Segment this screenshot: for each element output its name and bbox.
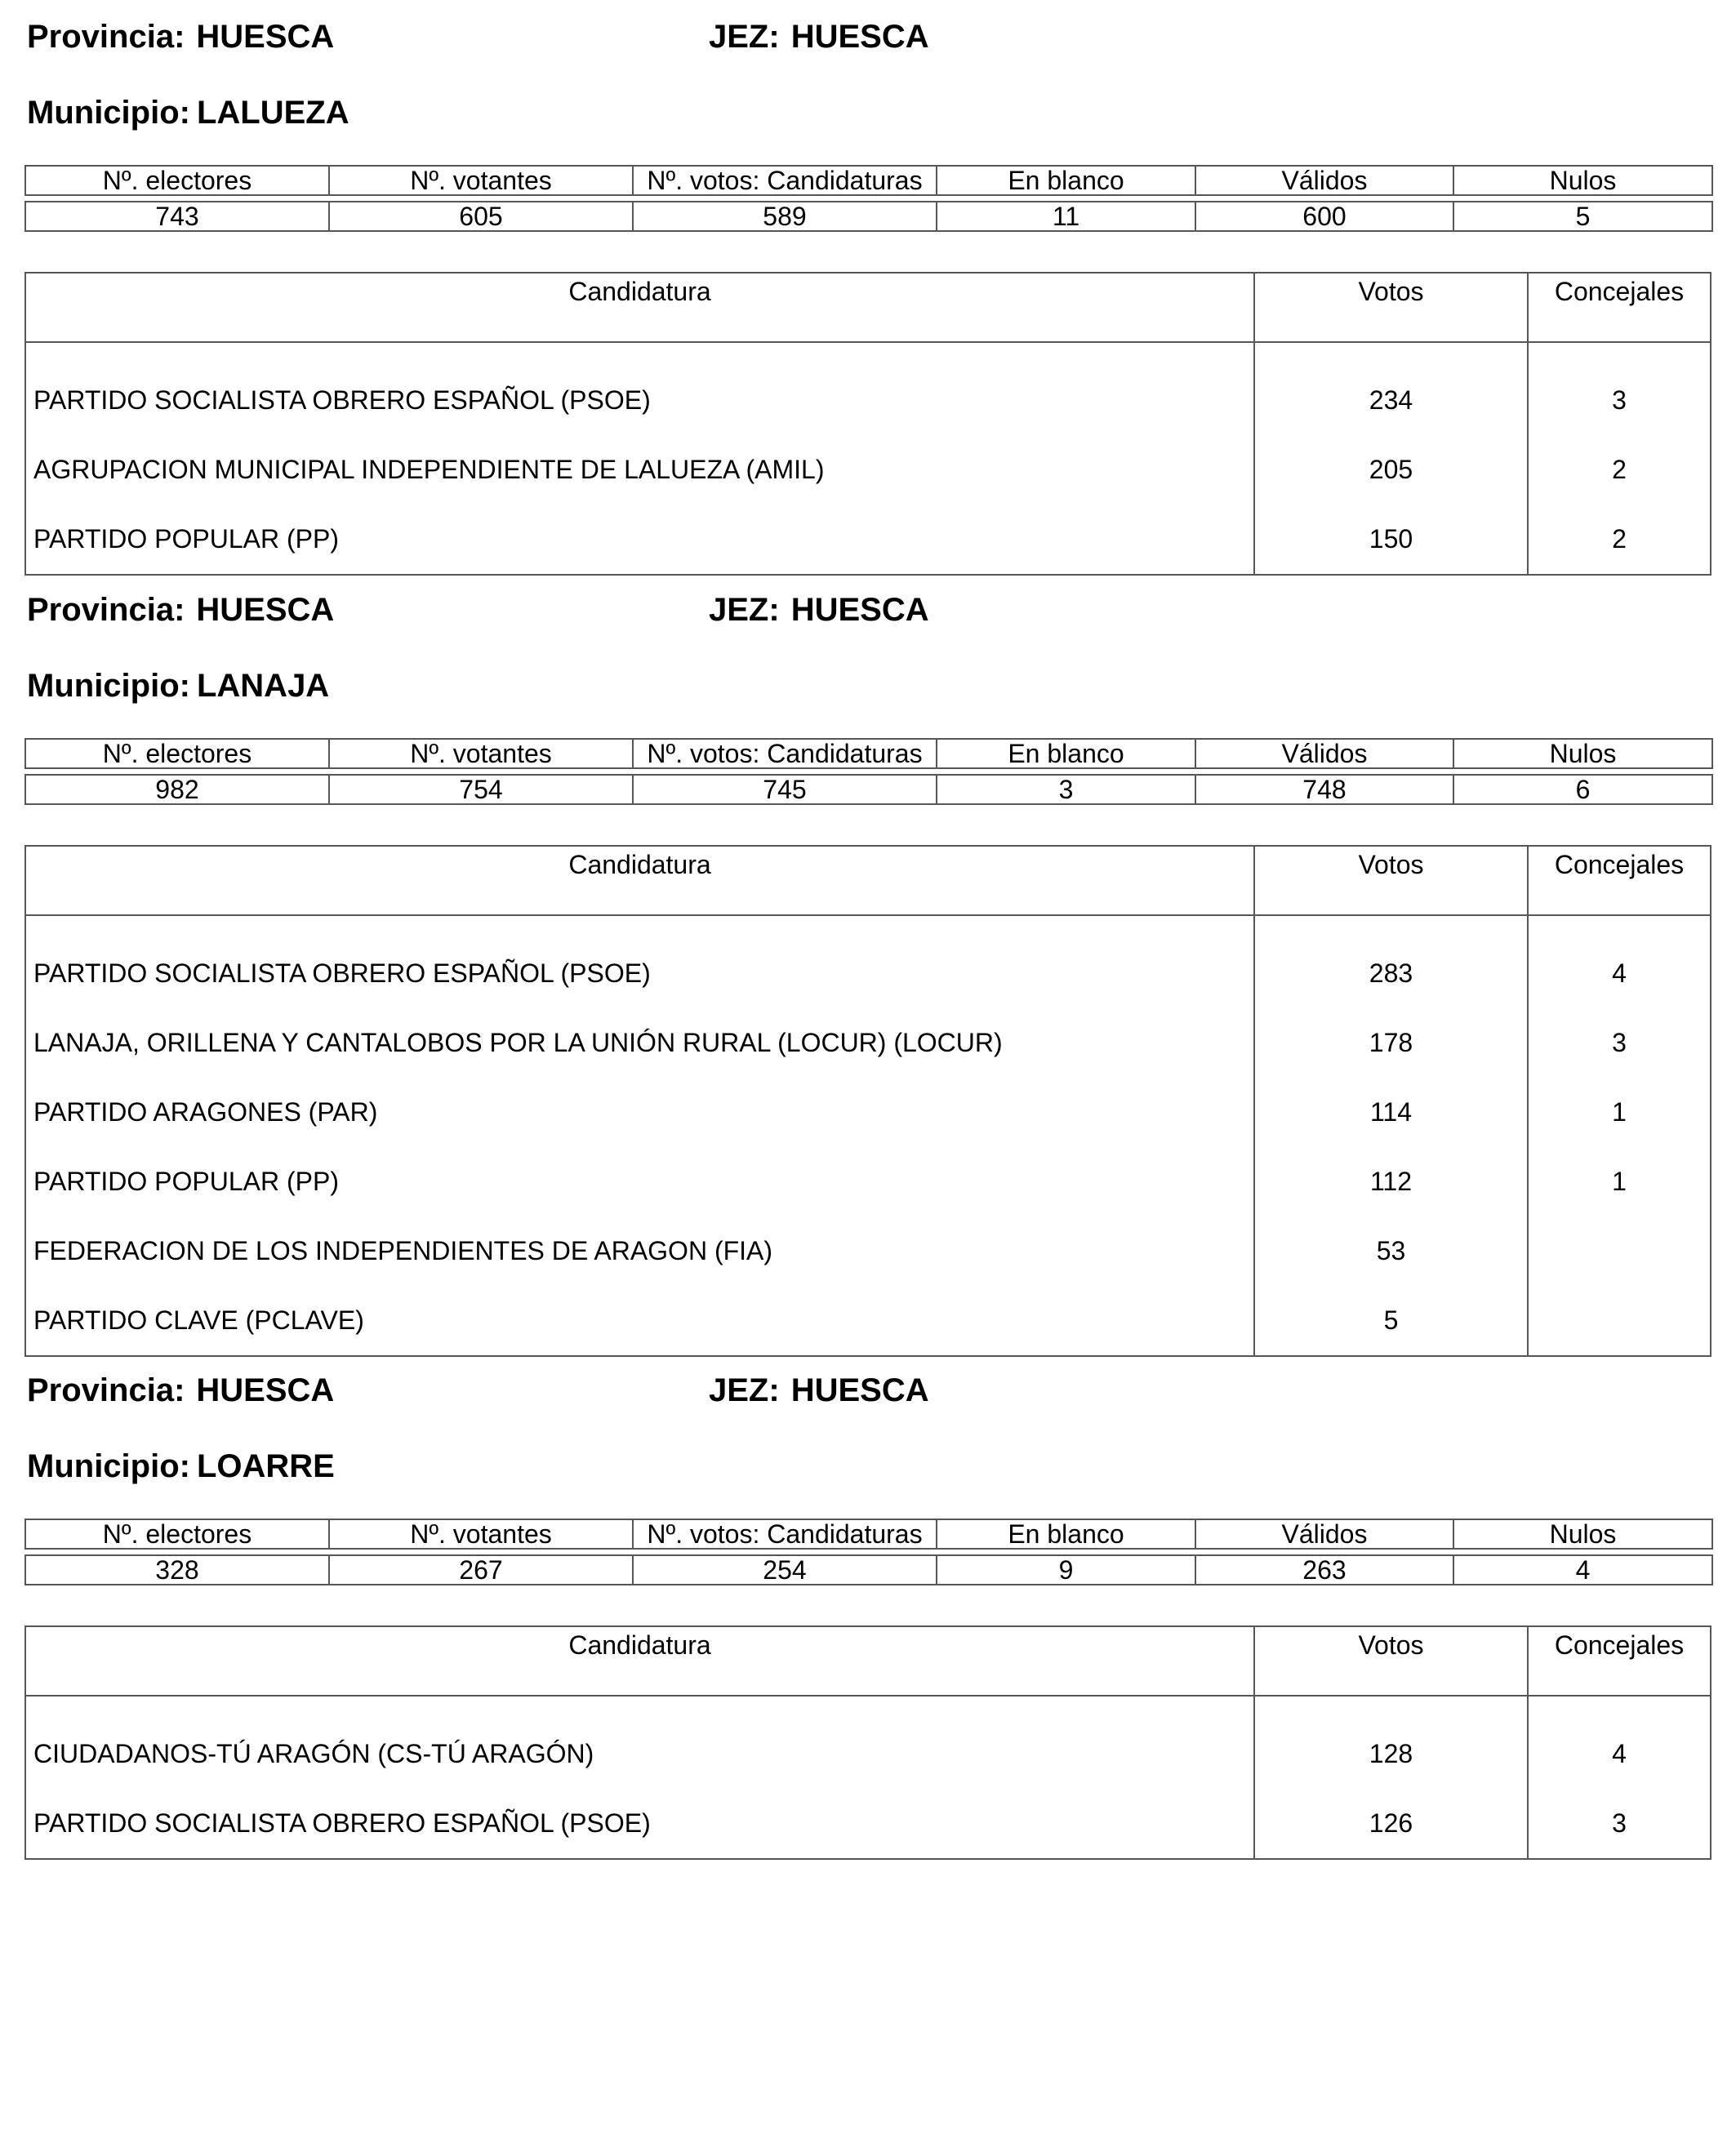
stats-value-cell: 982 — [25, 775, 329, 804]
candidatura-name: FEDERACION DE LOS INDEPENDIENTES DE ARAGON (FIA) — [33, 1236, 773, 1265]
stats-header-cell: Nulos — [1453, 1519, 1712, 1549]
provincia-field — [27, 18, 334, 56]
province-header — [24, 591, 1712, 629]
stats-value-cell: 11 — [937, 202, 1195, 231]
stats-header-cell: Nº. electores — [25, 166, 329, 195]
municipio-header — [27, 1447, 335, 1485]
candidatura-header: Candidatura — [25, 273, 1254, 342]
municipio-label: Municipio: — [27, 95, 190, 131]
provincia-value: HUESCA — [196, 19, 335, 55]
candidaturas-header-row — [25, 1626, 1711, 1696]
candidatura-row — [25, 1789, 1711, 1859]
jez-label: JEZ: — [709, 19, 780, 55]
candidatura-name: AGRUPACION MUNICIPAL INDEPENDIENTE DE LALUEZA (AMIL) — [33, 455, 825, 484]
candidaturas-table — [24, 1625, 1712, 1860]
stats-header-cell: Nº. votos: Candidaturas — [633, 166, 937, 195]
stats-header-cell: En blanco — [937, 739, 1195, 768]
municipality-section — [24, 18, 1712, 554]
stats-table — [24, 1519, 1713, 1585]
provincia-field — [27, 591, 334, 629]
provincia-label: Provincia: — [27, 19, 185, 55]
votos-header: Votos — [1254, 273, 1528, 342]
stats-header-cell: Válidos — [1195, 1519, 1453, 1549]
candidatura-votos: 114 — [1254, 1078, 1528, 1147]
provincia-value: HUESCA — [196, 1372, 335, 1408]
stats-value-cell: 600 — [1195, 202, 1453, 231]
stats-header-cell: En blanco — [937, 166, 1195, 195]
jez-value: HUESCA — [790, 19, 929, 55]
stats-table — [24, 738, 1713, 805]
stats-value-cell: 754 — [329, 775, 633, 804]
stats-header-cell: Nulos — [1453, 166, 1712, 195]
candidatura-name: LANAJA, ORILLENA Y CANTALOBOS POR LA UNIÓN RURAL (LOCUR) (LOCUR) — [33, 1028, 1003, 1057]
candidatura-name: PARTIDO SOCIALISTA OBRERO ESPAÑOL (PSOE) — [33, 1808, 651, 1838]
stats-value-cell: 267 — [329, 1555, 633, 1585]
candidatura-row — [25, 342, 1711, 435]
provincia-value: HUESCA — [196, 592, 335, 628]
stats-header-row — [25, 166, 1712, 195]
stats-header-row — [25, 1519, 1712, 1549]
candidatura-row — [25, 1696, 1711, 1789]
jez-field — [709, 591, 929, 629]
concejales-header: Concejales — [1528, 273, 1711, 342]
candidatura-votos: 128 — [1254, 1696, 1528, 1789]
municipality-section — [24, 591, 1712, 1335]
municipio-header — [27, 94, 349, 131]
candidatura-header: Candidatura — [25, 1626, 1254, 1696]
candidatura-name: PARTIDO POPULAR (PP) — [33, 524, 339, 554]
candidatura-concejales: 2 — [1612, 455, 1627, 484]
stats-value-cell: 589 — [633, 202, 937, 231]
province-header — [24, 18, 1712, 56]
candidatura-concejales — [1528, 1216, 1711, 1286]
votos-header: Votos — [1254, 846, 1528, 915]
stats-value-cell: 254 — [633, 1555, 937, 1585]
municipality-section — [24, 1372, 1712, 1838]
municipio-label: Municipio: — [27, 668, 190, 704]
candidaturas-table — [24, 845, 1712, 1357]
provincia-field — [27, 1372, 334, 1409]
candidatura-row — [25, 435, 1711, 505]
stats-value-cell: 743 — [25, 202, 329, 231]
stats-header-cell: Nº. electores — [25, 739, 329, 768]
stats-value-cell: 748 — [1195, 775, 1453, 804]
candidatura-votos: 283 — [1254, 915, 1528, 1008]
stats-value-row — [25, 775, 1712, 804]
stats-value-cell: 3 — [937, 775, 1195, 804]
candidatura-concejales: 1 — [1612, 1097, 1627, 1127]
stats-value-cell: 605 — [329, 202, 633, 231]
candidatura-concejales: 4 — [1612, 1739, 1627, 1768]
candidatura-votos: 53 — [1254, 1216, 1528, 1286]
candidatura-row — [25, 1147, 1711, 1216]
candidatura-votos: 112 — [1254, 1147, 1528, 1216]
candidatura-row — [25, 1008, 1711, 1078]
stats-header-row — [25, 739, 1712, 768]
candidatura-name: CIUDADANOS-TÚ ARAGÓN (CS-TÚ ARAGÓN) — [33, 1739, 594, 1768]
candidatura-concejales: 3 — [1612, 1028, 1627, 1057]
candidatura-votos: 150 — [1254, 505, 1528, 575]
stats-value-row — [25, 1555, 1712, 1585]
stats-value-cell: 9 — [937, 1555, 1195, 1585]
jez-label: JEZ: — [709, 1372, 780, 1408]
stats-header-cell: Válidos — [1195, 166, 1453, 195]
municipio-value: LOARRE — [196, 1448, 335, 1484]
candidaturas-table — [24, 272, 1712, 576]
stats-header-cell: Nº. votantes — [329, 166, 633, 195]
candidatura-concejales: 2 — [1612, 524, 1627, 554]
candidatura-name: PARTIDO SOCIALISTA OBRERO ESPAÑOL (PSOE) — [33, 958, 651, 988]
candidatura-concejales: 3 — [1612, 1808, 1627, 1838]
stats-header-cell: En blanco — [937, 1519, 1195, 1549]
candidatura-name: PARTIDO CLAVE (PCLAVE) — [33, 1305, 364, 1335]
municipio-value: LALUEZA — [196, 95, 349, 131]
stats-value-cell: 4 — [1453, 1555, 1712, 1585]
stats-value-row — [25, 202, 1712, 231]
candidatura-votos: 205 — [1254, 435, 1528, 505]
stats-header-cell: Nº. electores — [25, 1519, 329, 1549]
stats-header-cell: Nº. votantes — [329, 739, 633, 768]
municipio-value: LANAJA — [196, 668, 330, 704]
candidatura-row — [25, 1216, 1711, 1286]
concejales-header: Concejales — [1528, 1626, 1711, 1696]
jez-field — [709, 1372, 929, 1409]
municipio-label: Municipio: — [27, 1448, 190, 1484]
candidatura-header: Candidatura — [25, 846, 1254, 915]
municipio-header — [27, 667, 329, 705]
province-header — [24, 1372, 1712, 1409]
votos-header: Votos — [1254, 1626, 1528, 1696]
candidatura-row — [25, 915, 1711, 1008]
candidatura-votos: 5 — [1254, 1286, 1528, 1356]
stats-header-cell: Nº. votantes — [329, 1519, 633, 1549]
provincia-label: Provincia: — [27, 592, 185, 628]
stats-header-cell: Nº. votos: Candidaturas — [633, 1519, 937, 1549]
candidatura-votos: 126 — [1254, 1789, 1528, 1859]
candidatura-name: PARTIDO SOCIALISTA OBRERO ESPAÑOL (PSOE) — [33, 385, 651, 415]
stats-table — [24, 165, 1713, 232]
stats-value-cell: 745 — [633, 775, 937, 804]
provincia-label: Provincia: — [27, 1372, 185, 1408]
jez-value: HUESCA — [790, 1372, 929, 1408]
candidatura-votos: 234 — [1254, 342, 1528, 435]
candidatura-concejales: 3 — [1612, 385, 1627, 415]
candidatura-votos: 178 — [1254, 1008, 1528, 1078]
candidatura-concejales — [1528, 1286, 1711, 1356]
stats-value-cell: 263 — [1195, 1555, 1453, 1585]
candidaturas-header-row — [25, 846, 1711, 915]
jez-label: JEZ: — [709, 592, 780, 628]
stats-value-cell: 5 — [1453, 202, 1712, 231]
jez-value: HUESCA — [790, 592, 929, 628]
candidatura-row — [25, 1078, 1711, 1147]
stats-header-cell: Válidos — [1195, 739, 1453, 768]
candidatura-row — [25, 1286, 1711, 1356]
candidatura-name: PARTIDO ARAGONES (PAR) — [33, 1097, 378, 1127]
stats-value-cell: 328 — [25, 1555, 329, 1585]
candidaturas-header-row — [25, 273, 1711, 342]
candidatura-name: PARTIDO POPULAR (PP) — [33, 1167, 339, 1196]
concejales-header: Concejales — [1528, 846, 1711, 915]
candidatura-row — [25, 505, 1711, 575]
stats-header-cell: Nulos — [1453, 739, 1712, 768]
jez-field — [709, 18, 929, 56]
candidatura-concejales: 1 — [1612, 1167, 1627, 1196]
candidatura-concejales: 4 — [1612, 958, 1627, 988]
stats-header-cell: Nº. votos: Candidaturas — [633, 739, 937, 768]
stats-value-cell: 6 — [1453, 775, 1712, 804]
